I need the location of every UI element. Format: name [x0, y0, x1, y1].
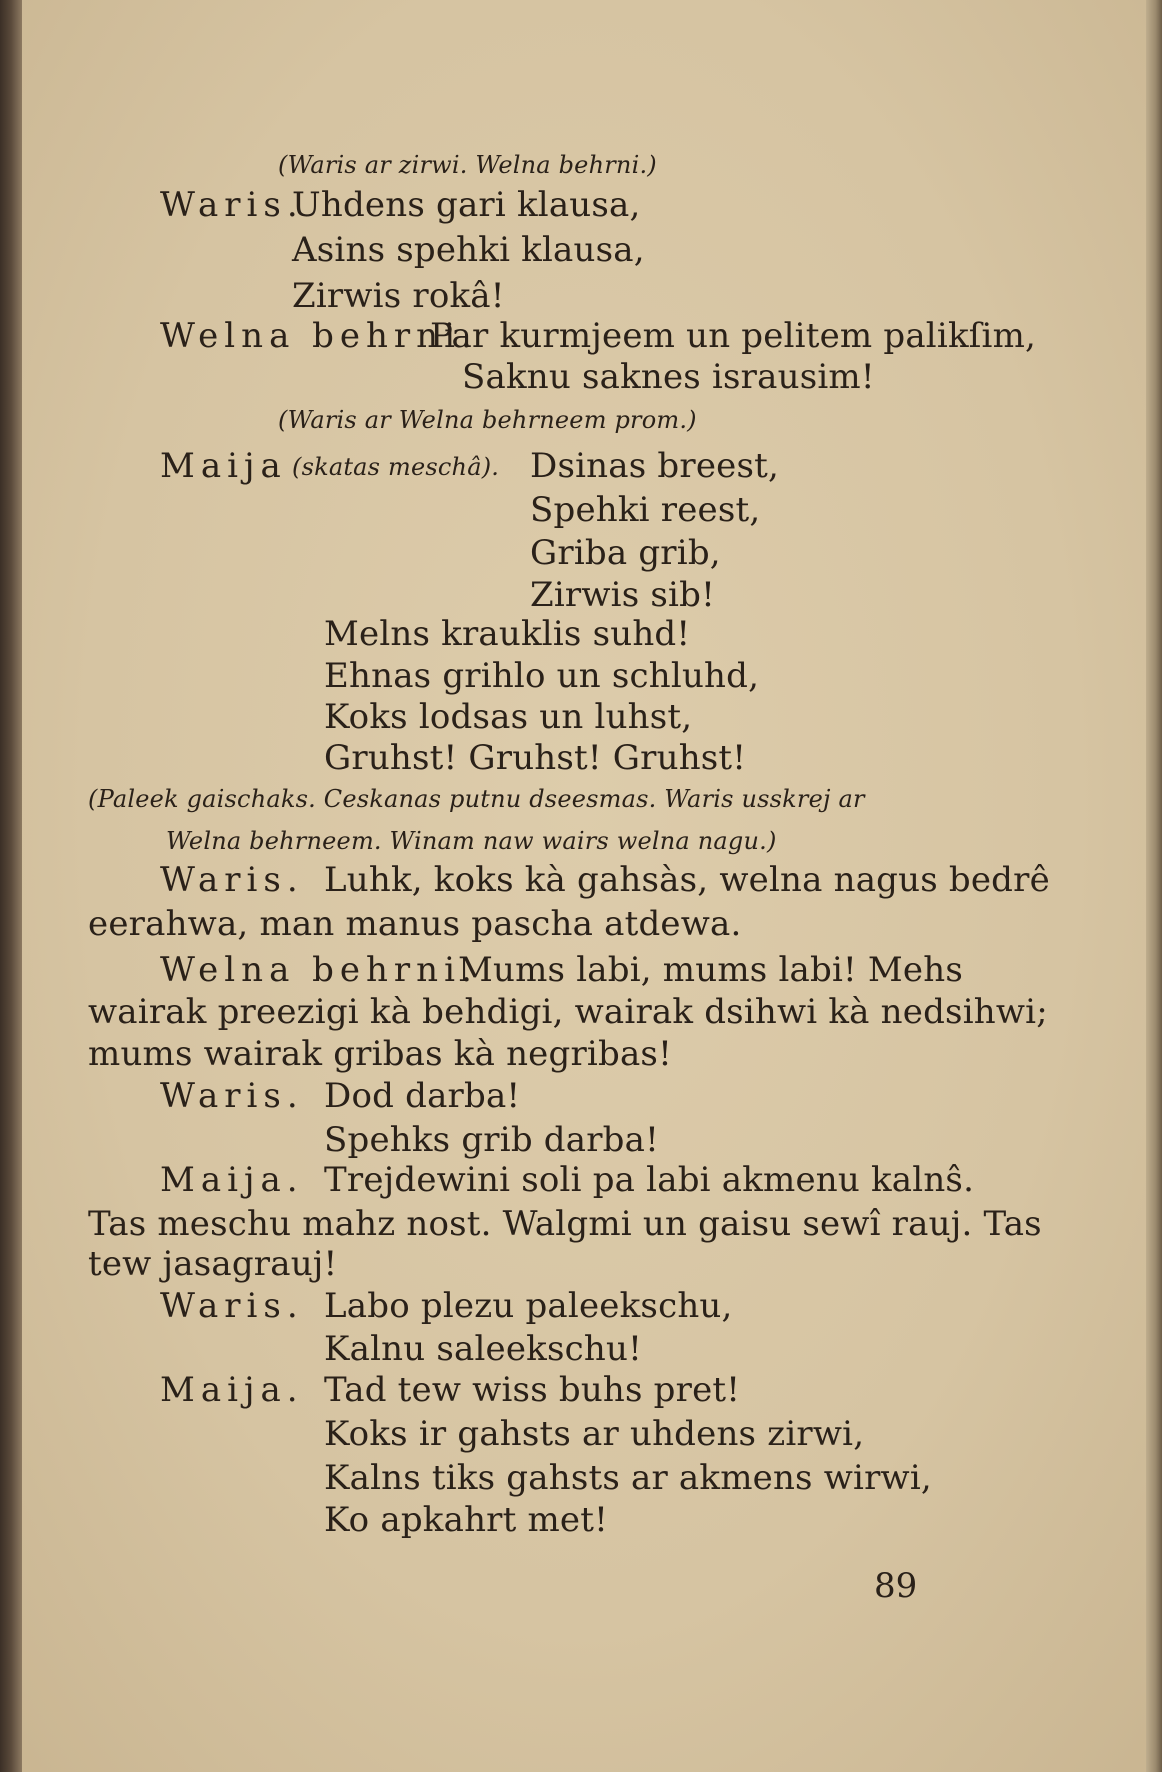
speaker-welna-behrni-1: Welna behrni. — [160, 316, 478, 356]
verse-line: Uhdens gari klausa, — [292, 185, 641, 225]
verse-line: Dod darba! — [324, 1076, 521, 1116]
stage-direction-4: (Paleek gaischaks. Ceskanas putnu dseesmas. Waris usskrej ar — [88, 785, 865, 813]
verse-line: Zirwis rokâ! — [292, 276, 505, 316]
verse-line: Gruhst! Gruhst! Gruhst! — [324, 738, 747, 778]
stage-direction-4-cont: Welna behrneem. Winam naw wairs welna nagu.) — [166, 827, 777, 855]
speaker-welna-behrni-2: Welna behrni. — [160, 950, 478, 990]
stage-direction-2: (Waris ar Welna behrneem prom.) — [278, 406, 697, 434]
book-spine — [0, 0, 22, 1772]
verse-line: Koks ir gahsts ar uhdens zirwi, — [324, 1414, 865, 1454]
verse-line: Melns krauklis suhd! — [324, 614, 691, 654]
prose-line: Mums labi, mums labi! Mehs — [458, 950, 963, 990]
prose-line: eerahwa, man manus pascha atdewa. — [88, 904, 742, 944]
verse-line: Ko apkahrt met! — [324, 1500, 608, 1540]
speaker-maija-3: Maija. — [160, 1370, 304, 1410]
stage-direction-3: (skatas meschâ). — [292, 453, 500, 481]
prose-line: wairak preezigi kà behdigi, wairak dsihwi kà nedsihwi; — [88, 992, 1048, 1032]
verse-line: Spehki reest, — [530, 490, 761, 530]
verse-line: Tad tew wiss buhs pret! — [324, 1370, 741, 1410]
prose-line: Tas meschu mahz nost. Walgmi un gaisu sewî rauj. Tas — [88, 1204, 1042, 1244]
verse-line: Kalns tiks gahsts ar akmens wirwi, — [324, 1458, 932, 1498]
speaker-waris-3: Waris. — [160, 1076, 304, 1116]
prose-line: Trejdewini soli pa labi akmenu kalnŝ. — [324, 1160, 975, 1200]
verse-line: Zirwis sib! — [530, 575, 715, 615]
verse-line: Kalnu saleekschu! — [324, 1329, 642, 1369]
verse-line: Ehnas grihlo un schluhd, — [324, 656, 760, 696]
speaker-maija-1: Maija — [160, 446, 287, 486]
speaker-maija-2: Maija. — [160, 1160, 304, 1200]
page-number: 89 — [874, 1566, 918, 1606]
prose-line: tew jasagrauj! — [88, 1244, 338, 1284]
verse-line: Par kurmjeem un pelitem palikſim, — [430, 316, 1037, 356]
verse-line: Griba grib, — [530, 533, 721, 573]
verse-line: Saknu saknes israusim! — [462, 357, 875, 397]
verse-line: Spehks grib darba! — [324, 1120, 659, 1160]
verse-line: Dsinas breest, — [530, 446, 779, 486]
page-edge — [1146, 0, 1162, 1772]
verse-line: Labo plezu paleekschu, — [324, 1286, 733, 1326]
verse-line: Koks lodsas un luhst, — [324, 697, 693, 737]
speaker-waris-4: Waris. — [160, 1286, 304, 1326]
stage-direction-1: (Waris ar zirwi. Welna behrni.) — [278, 151, 657, 179]
speaker-waris-2: Waris. — [160, 860, 304, 900]
prose-line: Luhk, koks kà gahsàs, welna nagus bedrê — [324, 860, 1050, 900]
verse-line: Asins spehki klausa, — [292, 230, 645, 270]
speaker-waris-1: Waris. — [160, 185, 304, 225]
prose-line: mums wairak gribas kà negribas! — [88, 1034, 672, 1074]
